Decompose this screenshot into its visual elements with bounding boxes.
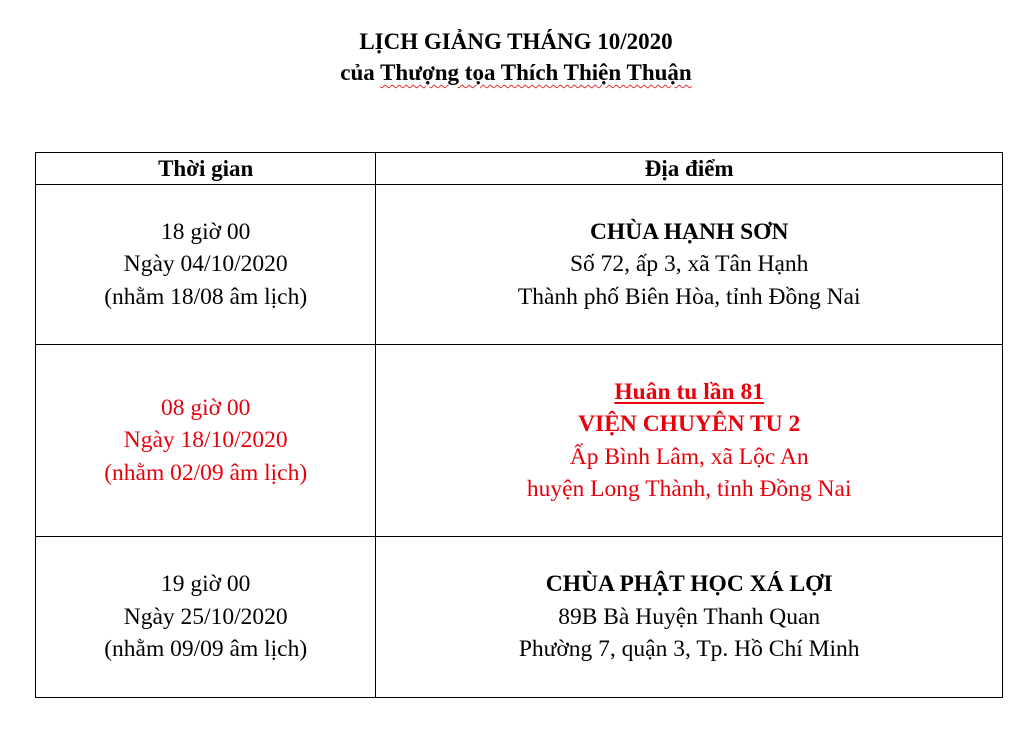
table-row [36, 537, 1003, 698]
time-lunar: (nhằm 18/08 âm lịch) [104, 283, 308, 310]
place-address: 89B Bà Huyện Thanh Quan [558, 603, 821, 630]
place-address: Số 72, ấp 3, xã Tân Hạnh [569, 251, 809, 278]
time-date: Ngày 04/10/2020 [123, 251, 288, 278]
time-hour: 18 giờ 00 [160, 218, 251, 245]
table-header-row [36, 153, 1003, 185]
document-subtitle [0, 57, 1032, 88]
subtitle-prefix: của [340, 60, 381, 85]
place-title: CHÙA HẠNH SƠN [589, 218, 789, 245]
place-city: huyện Long Thành, tỉnh Đồng Nai [526, 476, 852, 502]
place-cell [376, 345, 1003, 537]
time-hour: 19 giờ 00 [160, 571, 251, 598]
time-lunar: (nhằm 02/09 âm lịch) [104, 459, 308, 486]
time-date: Ngày 25/10/2020 [123, 603, 288, 630]
document-title: LỊCH GIẢNG THÁNG 10/2020 [359, 29, 673, 54]
time-date: Ngày 18/10/2020 [123, 427, 288, 454]
column-header-time: Thời gian [36, 153, 376, 185]
time-cell [36, 345, 376, 537]
place-city: Thành phố Biên Hòa, tỉnh Đồng Nai [517, 283, 861, 310]
place-cell [376, 537, 1003, 698]
time-lunar: (nhằm 09/09 âm lịch) [104, 636, 308, 663]
table-row [36, 345, 1003, 537]
place-city: Phường 7, quận 3, Tp. Hồ Chí Minh [518, 636, 860, 663]
schedule-table [35, 152, 1003, 698]
time-hour: 08 giờ 00 [160, 394, 251, 421]
subtitle-name: Thượng tọa Thích Thiện Thuận [380, 60, 692, 85]
place-event: Huân tu lần 81 [614, 378, 764, 405]
column-header-place: Địa điểm [376, 153, 1003, 185]
time-cell [36, 185, 376, 345]
place-title: VIỆN CHUYÊN TU 2 [578, 411, 801, 437]
place-cell [376, 185, 1003, 345]
table-row [36, 185, 1003, 345]
place-title: CHÙA PHẬT HỌC XÁ LỢI [545, 571, 833, 598]
place-address: Ấp Bình Lâm, xã Lộc An [569, 443, 809, 470]
document-header [0, 26, 1032, 88]
time-cell [36, 537, 376, 698]
